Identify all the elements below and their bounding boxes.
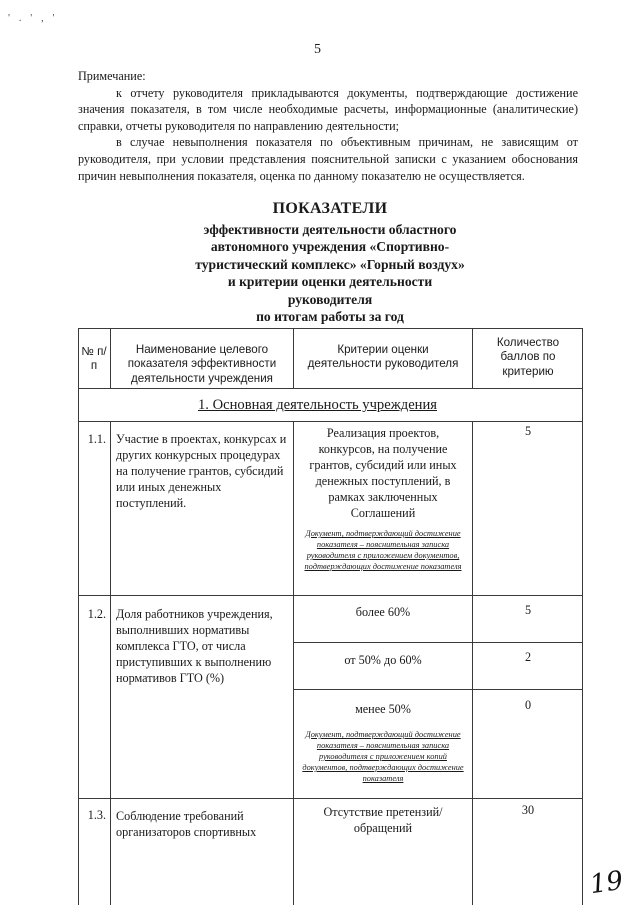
title-line: туристический комплекс» «Горный воздух»	[195, 256, 465, 272]
note-paragraph-1: к отчету руководителя прикладываются документы, подтверждающие достижение значения показателя, в том числе необходимые расчеты, информационные (аналитические) справки, отчеты руководителя по направлению деятельности;	[78, 85, 578, 133]
section-title	[0, 397, 635, 413]
row-doc-note-text: Документ, подтверждающий достижение показателя – пояснительная записка руководителя с приложением копий документов, подтверждающих достижение показателя	[302, 730, 464, 783]
table-border	[78, 421, 583, 422]
row-name: Соблюдение требований организаторов спортивных	[116, 809, 257, 839]
table-border	[78, 595, 583, 596]
table-border	[582, 328, 583, 905]
title-line: и критерии оценки деятельности	[227, 274, 433, 290]
title-line: автономного учреждения «Спортивно-	[210, 239, 450, 255]
row-points: 2	[524, 650, 532, 664]
row-criteria: Отсутствие претензий/обращений	[323, 805, 443, 835]
row-name: Участие в проектах, конкурсах и других конкурсных процедурах на получение грантов, субсидий или иных денежных поступлений.	[116, 432, 287, 510]
header-num: № п/п	[81, 345, 107, 373]
row-doc-note	[300, 729, 466, 784]
row-num: 1.2.	[87, 607, 106, 621]
row-num: 1.3.	[87, 808, 106, 822]
row-doc-note-text: Документ, подтверждающий достижение показателя – пояснительная записка руководителя с приложением документов, подтверждающих достижение показателя	[304, 529, 462, 571]
table-border	[293, 421, 294, 905]
row-criteria: более 60%	[355, 605, 411, 619]
header-name: Наименование целевого показателя эффективности деятельности учреждения	[127, 343, 277, 385]
note-heading: Примечание:	[78, 69, 146, 83]
note-paragraph-2: в случае невыполнения показателя по объективным причинам, не зависящим от руководителя, при условии представления пояснительной записки с указанием обоснования причин невыполнения показателя, оценка по данному показателю не осуществляется.	[78, 135, 578, 183]
row-points: 5	[524, 424, 532, 438]
page-number: 5	[314, 42, 321, 57]
table-border	[110, 328, 111, 388]
table-border	[472, 328, 473, 388]
header-criteria: Критерии оценки деятельности руководителя	[307, 343, 459, 371]
table-border	[78, 798, 583, 799]
table-border	[78, 328, 583, 329]
table-border	[293, 689, 583, 690]
section-title-text: 1. Основная деятельность учреждения	[197, 397, 438, 413]
row-points: 30	[521, 803, 535, 817]
row-criteria: менее 50%	[355, 702, 411, 716]
table-border	[78, 328, 79, 905]
table-border	[78, 388, 583, 389]
row-criteria: от 50% до 60%	[344, 653, 422, 667]
handwritten-page-number: 19	[588, 865, 626, 901]
row-doc-note	[300, 528, 466, 572]
title-line: эффективности деятельности областного	[203, 222, 457, 237]
title-line: по итогам работы за год	[256, 309, 404, 325]
row-name: Доля работников учреждения, выполнивших нормативы комплекса ГТО, от числа приступивших к выполнению нормативов ГТО (%)	[116, 607, 273, 685]
document-title	[110, 200, 550, 325]
header-points: Количество баллов по критерию	[496, 336, 560, 378]
row-criteria: Реализация проектов, конкурсов, на получение грантов, субсидий или иных денежных поступлений, в рамках заключенных Соглашений	[309, 426, 457, 520]
row-points: 5	[524, 603, 532, 617]
title-line: руководителя	[287, 291, 373, 307]
row-num: 1.1.	[87, 432, 106, 446]
table-border	[110, 421, 111, 905]
table-border	[293, 642, 583, 643]
note-block	[78, 68, 578, 184]
table-border	[293, 328, 294, 388]
title-main: ПОКАЗАТЕЛИ	[272, 200, 388, 217]
scan-marks: ' . ' , '	[8, 12, 58, 24]
row-points: 0	[524, 698, 532, 712]
table-border	[472, 421, 473, 905]
